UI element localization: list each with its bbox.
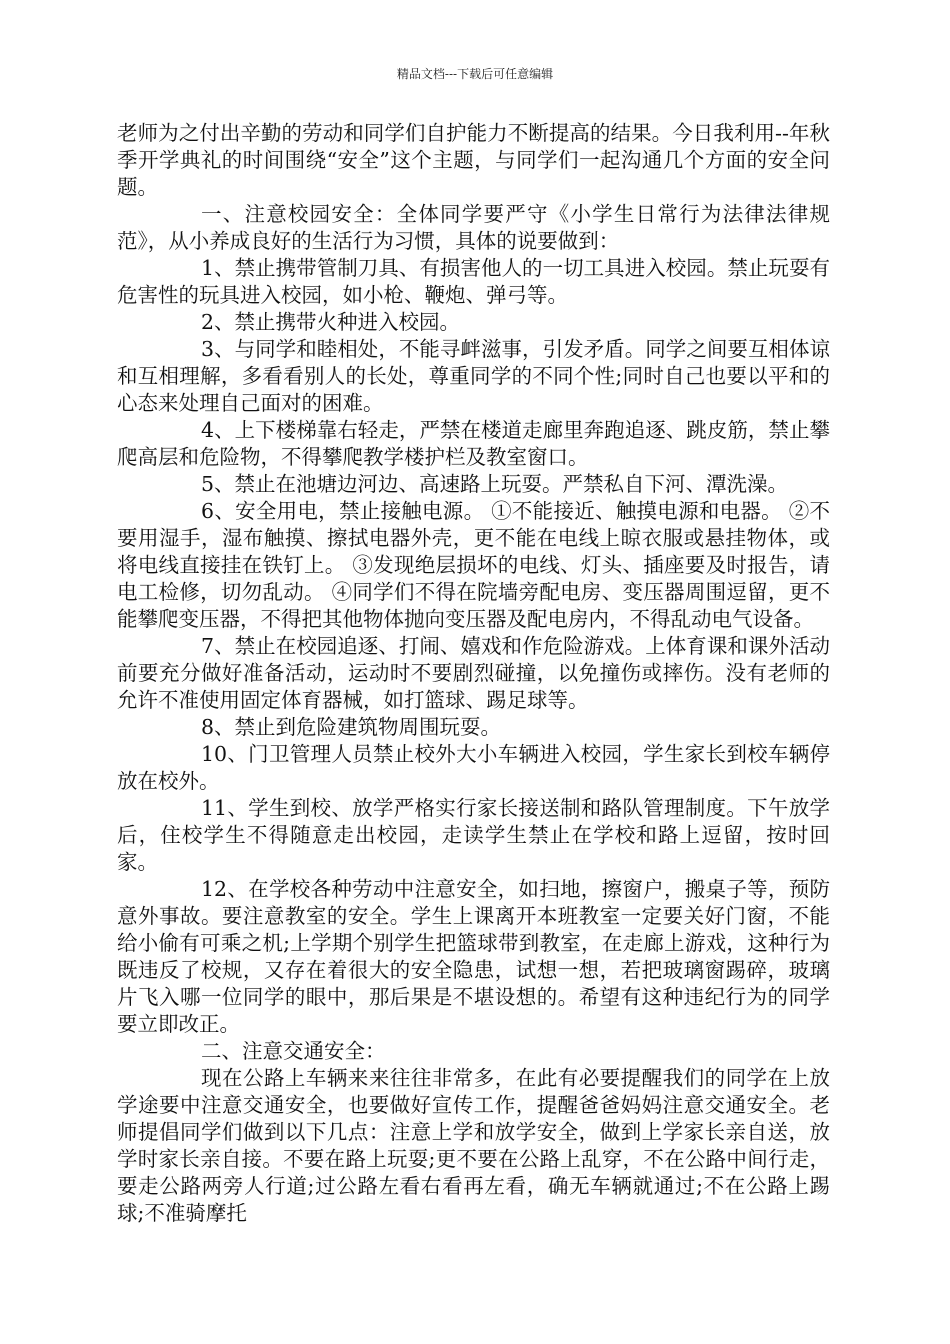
paragraph-item-6: 6、安全用电，禁止接触电源。 ①不能接近、触摸电源和电器。 ②不要用湿手，湿布触摸、擦拭电器外壳，更不能在电线上晾衣服或悬挂物体，或将电线直接挂在铁钉上。 ③发现绝层损坏的电线、灯头、插座要及时报告，请电工检修，切勿乱动。 ④同学们不得在院墙旁配电房、变压器周围逗留，更不能攀爬变压器，不得把其他物体抛向变压器及配电房内，不得乱动电气设备。 — [117, 499, 830, 631]
paragraph-item-3: 3、与同学和睦相处，不能寻衅滋事，引发矛盾。同学之间要互相体谅和互相理解，多看看别人的长处，尊重同学的不同个性;同时自己也要以平和的心态来处理自己面对的困难。 — [117, 337, 830, 415]
paragraph-item-2: 2、禁止携带火种进入校园。 — [201, 310, 461, 334]
paragraph-campus-safety: 一、注意校园安全：全体同学要严守《小学生日常行为法律法律规范》，从小养成良好的生活行为习惯，具体的说要做到： — [117, 202, 830, 253]
paragraph-item-10: 10、门卫管理人员禁止校外大小车辆进入校园，学生家长到校车辆停放在校外。 — [117, 742, 830, 793]
paragraph-item-12: 12、在学校各种劳动中注意安全，如扫地，擦窗户，搬桌子等，预防意外事故。要注意教室的安全。学生上课离开本班教室一定要关好门窗，不能给小偷有可乘之机;上学期个别学生把篮球带到教室，在走廊上游戏，这种行为既违反了校规，又存在着很大的安全隐患，试想一想，若把玻璃窗踢碎，玻璃片飞入哪一位同学的眼中，那后果是不堪设想的。希望有这种违纪行为的同学要立即改正。 — [117, 877, 830, 1036]
paragraph-traffic-body: 现在公路上车辆来来往往非常多，在此有必要提醒我们的同学在上放学途要中注意交通安全，也要做好宣传工作，提醒爸爸妈妈注意交通安全。老师提倡同学们做到以下几点：注意上学和放学安全，做到上学家长亲自送，放学时家长亲自接。不要在路上玩耍;更不要在公路上乱穿，不在公路中间行走，要走公路两旁人行道;过公路左看右看再左看，确无车辆就通过;不在公路上踢球;不准骑摩托 — [117, 1066, 830, 1225]
paragraph-item-1: 1、禁止携带管制刀具、有损害他人的一切工具进入校园。禁止玩耍有危害性的玩具进入校园，如小枪、鞭炮、弹弓等。 — [117, 256, 830, 307]
paragraph-traffic-heading: 二、注意交通安全： — [201, 1039, 386, 1063]
page-header: 精品文档---下载后可任意编辑 — [396, 67, 554, 81]
paragraph-item-7: 7、禁止在校园追逐、打闹、嬉戏和作危险游戏。上体育课和课外活动前要充分做好准备活动，运动时不要剧烈碰撞，以免撞伤或摔伤。没有老师的允许不准使用固定体育器械，如打篮球、踢足球等。 — [117, 634, 830, 712]
paragraph-item-8: 8、禁止到危险建筑物周围玩耍。 — [201, 715, 502, 739]
paragraph-item-4: 4、上下楼梯靠右轻走，严禁在楼道走廊里奔跑追逐、跳皮筋，禁止攀爬高层和危险物，不得攀爬教学楼护栏及教室窗口。 — [117, 418, 830, 469]
document-body — [117, 120, 830, 1227]
paragraph-intro: 老师为之付出辛勤的劳动和同学们自护能力不断提高的结果。今日我利用--年秋季开学典礼的时间围绕“安全”这个主题，与同学们一起沟通几个方面的安全问题。 — [117, 121, 830, 199]
paragraph-item-11: 11、学生到校、放学严格实行家长接送制和路队管理制度。下午放学后，住校学生不得随意走出校园，走读学生禁止在学校和路上逗留，按时回家。 — [117, 796, 830, 874]
paragraph-item-5: 5、禁止在池塘边河边、高速路上玩耍。严禁私自下河、潭洗澡。 — [201, 472, 789, 496]
